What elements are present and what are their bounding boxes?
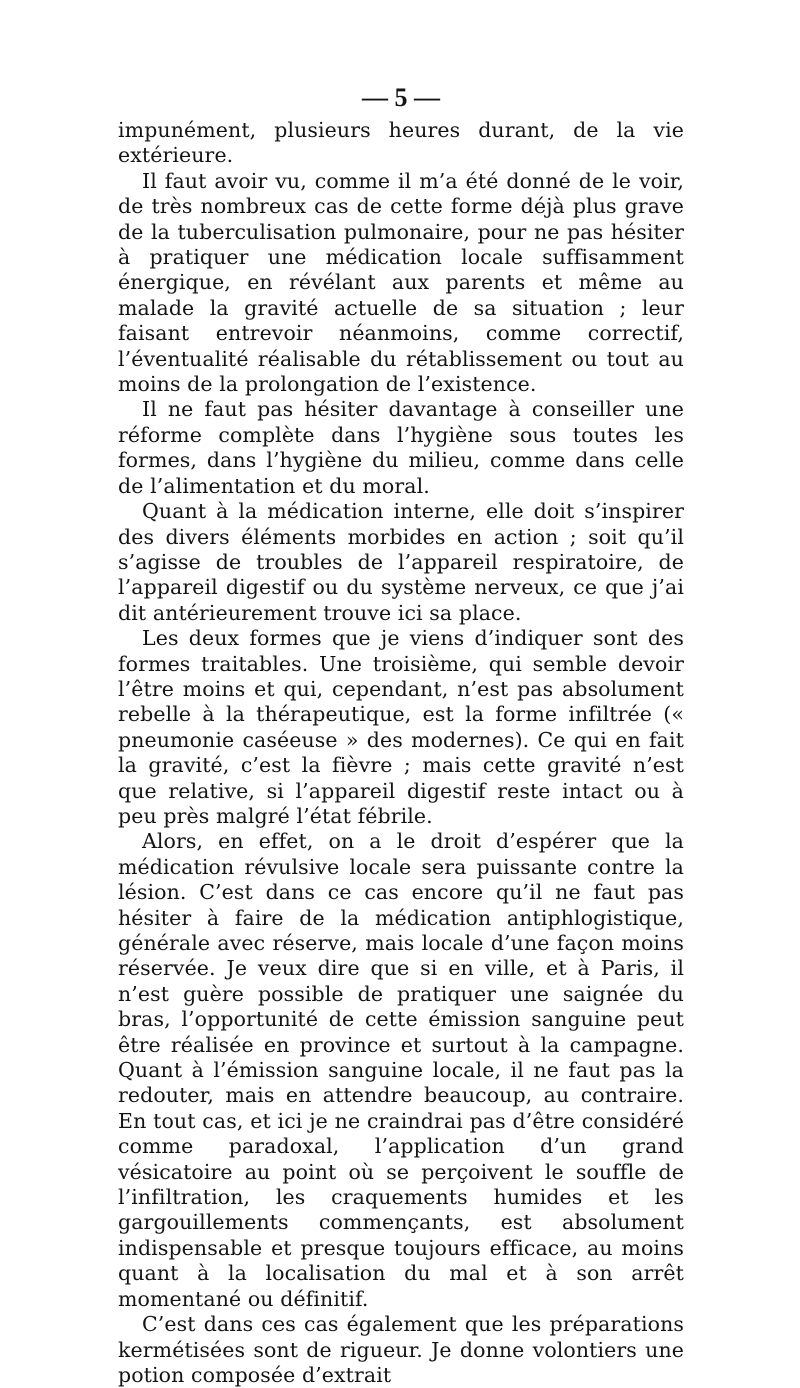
paragraph-7: C’est dans ces cas également que les préparations kermétisées sont de rigueur. Je donne volontiers une potion composée d’extrait (118, 1312, 684, 1387)
page-number: — 5 — (362, 83, 440, 112)
paragraph-2: Il faut avoir vu, comme il m’a été donné de le voir, de très nombreux cas de cette forme déjà plus grave de la tuberculisation pulmonaire, pour ne pas hésiter à pratiquer une médication locale suffisamment énergique, en révélant aux parents et même au malade la gravité actuelle de sa situation ; leur faisant entrevoir néanmoins, comme correctif, l’éventualité réalisable du rétablissement ou tout au moins de la prolongation de l’existence. (118, 168, 684, 397)
book-page (118, 78, 684, 1388)
paragraph-1: impunément, plusieurs heures durant, de la vie extérieure. (118, 118, 684, 168)
paragraph-6: Alors, en effet, on a le droit d’espérer que la médication révulsive locale sera puissante contre la lésion. C’est dans ce cas encore qu’il ne faut pas hésiter à faire de la médication antiphlogistique, générale avec réserve, mais locale d’une façon moins réservée. Je veux dire que si en ville, et à Paris, il n’est guère possible de pratiquer une saignée du bras, l’opportunité de cette émission sanguine peut être réalisée en province et surtout à la campagne. Quant à l’émission sanguine locale, il ne faut pas la redouter, mais en attendre beaucoup, au contraire. En tout cas, et ici je ne craindrai pas d’être considéré comme paradoxal, l’application d’un grand vésicatoire au point où se perçoivent le souffle de l’infiltration, les craquements humides et les gargouillements commençants, est absolument indispensable et presque toujours efficace, au moins quant à la localisation du mal et à son arrêt momentané ou définitif. (118, 829, 684, 1311)
paragraph-4: Quant à la médication interne, elle doit s’inspirer des divers éléments morbides en action ; soit qu’il s’agisse de troubles de l’appareil respiratoire, de l’appareil digestif ou du système nerveux, ce que j’ai dit antérieurement trouve ici sa place. (118, 499, 684, 625)
paragraph-3: Il ne faut pas hésiter davantage à conseiller une réforme complète dans l’hygiène sous toutes les formes, dans l’hygiène du milieu, comme dans celle de l’alimentation et du moral. (118, 397, 684, 498)
paragraph-5: Les deux formes que je viens d’indiquer sont des formes traitables. Une troisième, qui semble devoir l’être moins et qui, cependant, n’est pas absolument rebelle à la thérapeutique, est la forme infiltrée (« pneumonie caséeuse » des modernes). Ce qui en fait la gravité, c’est la fièvre ; mais cette gravité n’est que relative, si l’appareil digestif reste intact ou à peu près malgré l’état fébrile. (118, 626, 684, 828)
